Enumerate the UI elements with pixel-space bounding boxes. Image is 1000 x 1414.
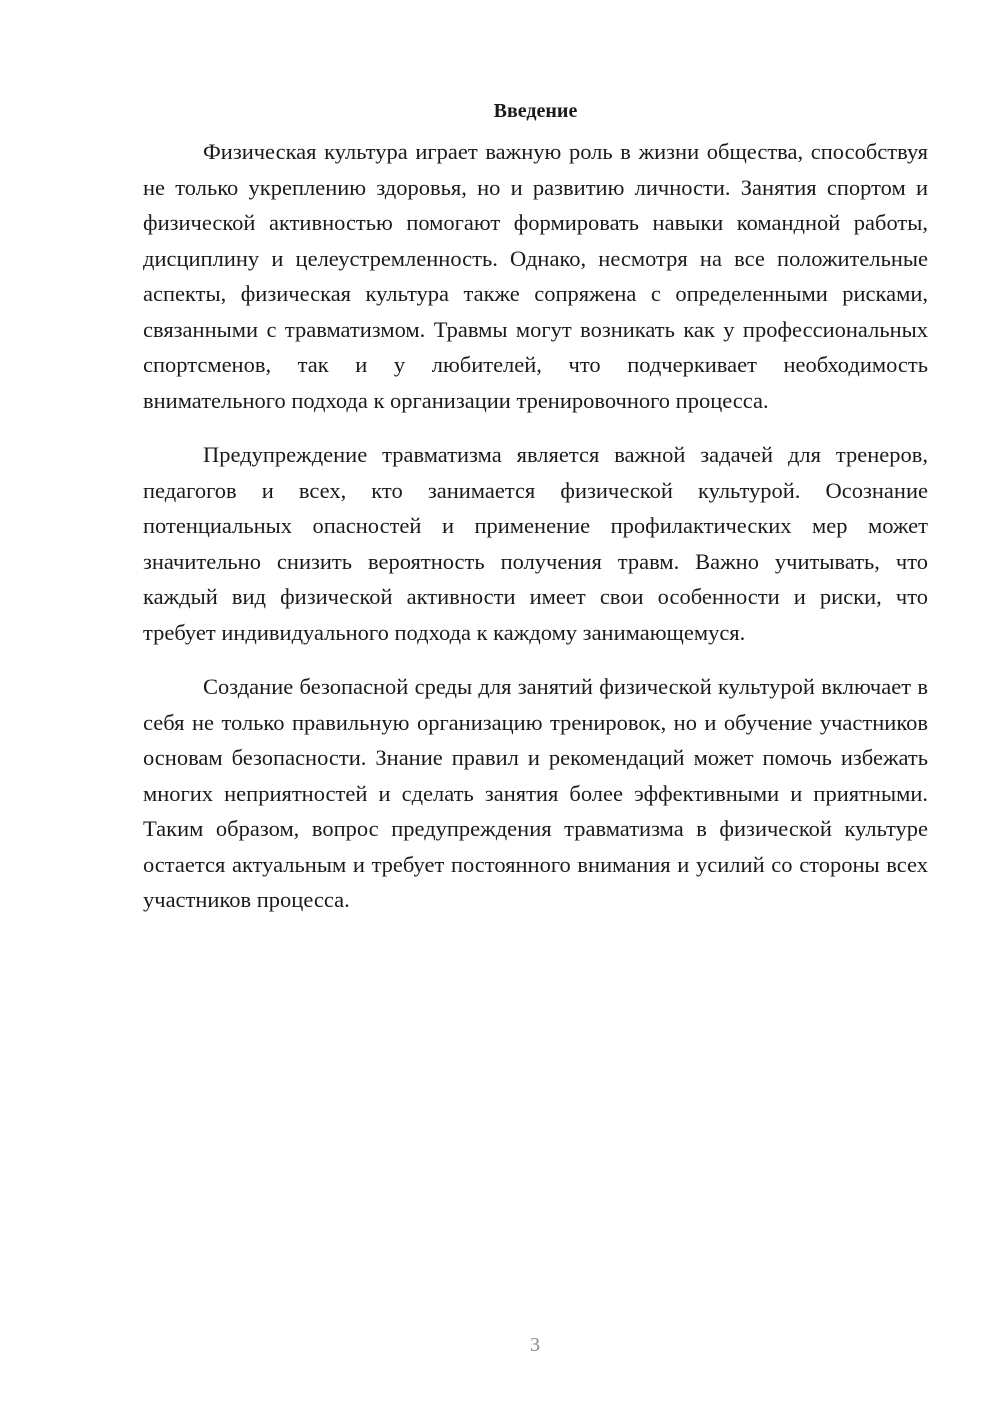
section-heading: Введение — [493, 100, 578, 122]
page-number: 3 — [530, 1334, 540, 1356]
paragraph-1: Физическая культура играет важную роль в жизни общества, способствуя не только укреплению здоровья, но и развитию личности. Занятия спортом и физической активностью помогают формировать навыки командной работы, дисциплину и целеустремленность. Однако, несмотря на все положительные аспекты, физическая культура также сопряжена с определенными рисками, связанными с травматизмом. Травмы могут возникать как у профессиональных спортсменов, так и у любителей, что подчеркивает необходимость внимательного подхода к организации тренировочного процесса. — [143, 139, 928, 413]
paragraph-3: Создание безопасной среды для занятий физической культурой включает в себя не только правильную организацию тренировок, но и обучение участников основам безопасности. Знание правил и рекомендаций может помочь избежать многих неприятностей и сделать занятия более эффективными и приятными. Таким образом, вопрос предупреждения травматизма в физической культуре остается актуальным и требует постоянного внимания и усилий со стороны всех участников процесса. — [143, 674, 928, 912]
paragraph-2: Предупреждение травматизма является важной задачей для тренеров, педагогов и всех, кто занимается физической культурой. Осознание потенциальных опасностей и применение профилактических мер может значительно снизить вероятность получения травм. Важно учитывать, что каждый вид физической активности имеет свои особенности и риски, что требует индивидуального подхода к каждому занимающемуся. — [143, 442, 928, 645]
page-content — [143, 94, 928, 937]
